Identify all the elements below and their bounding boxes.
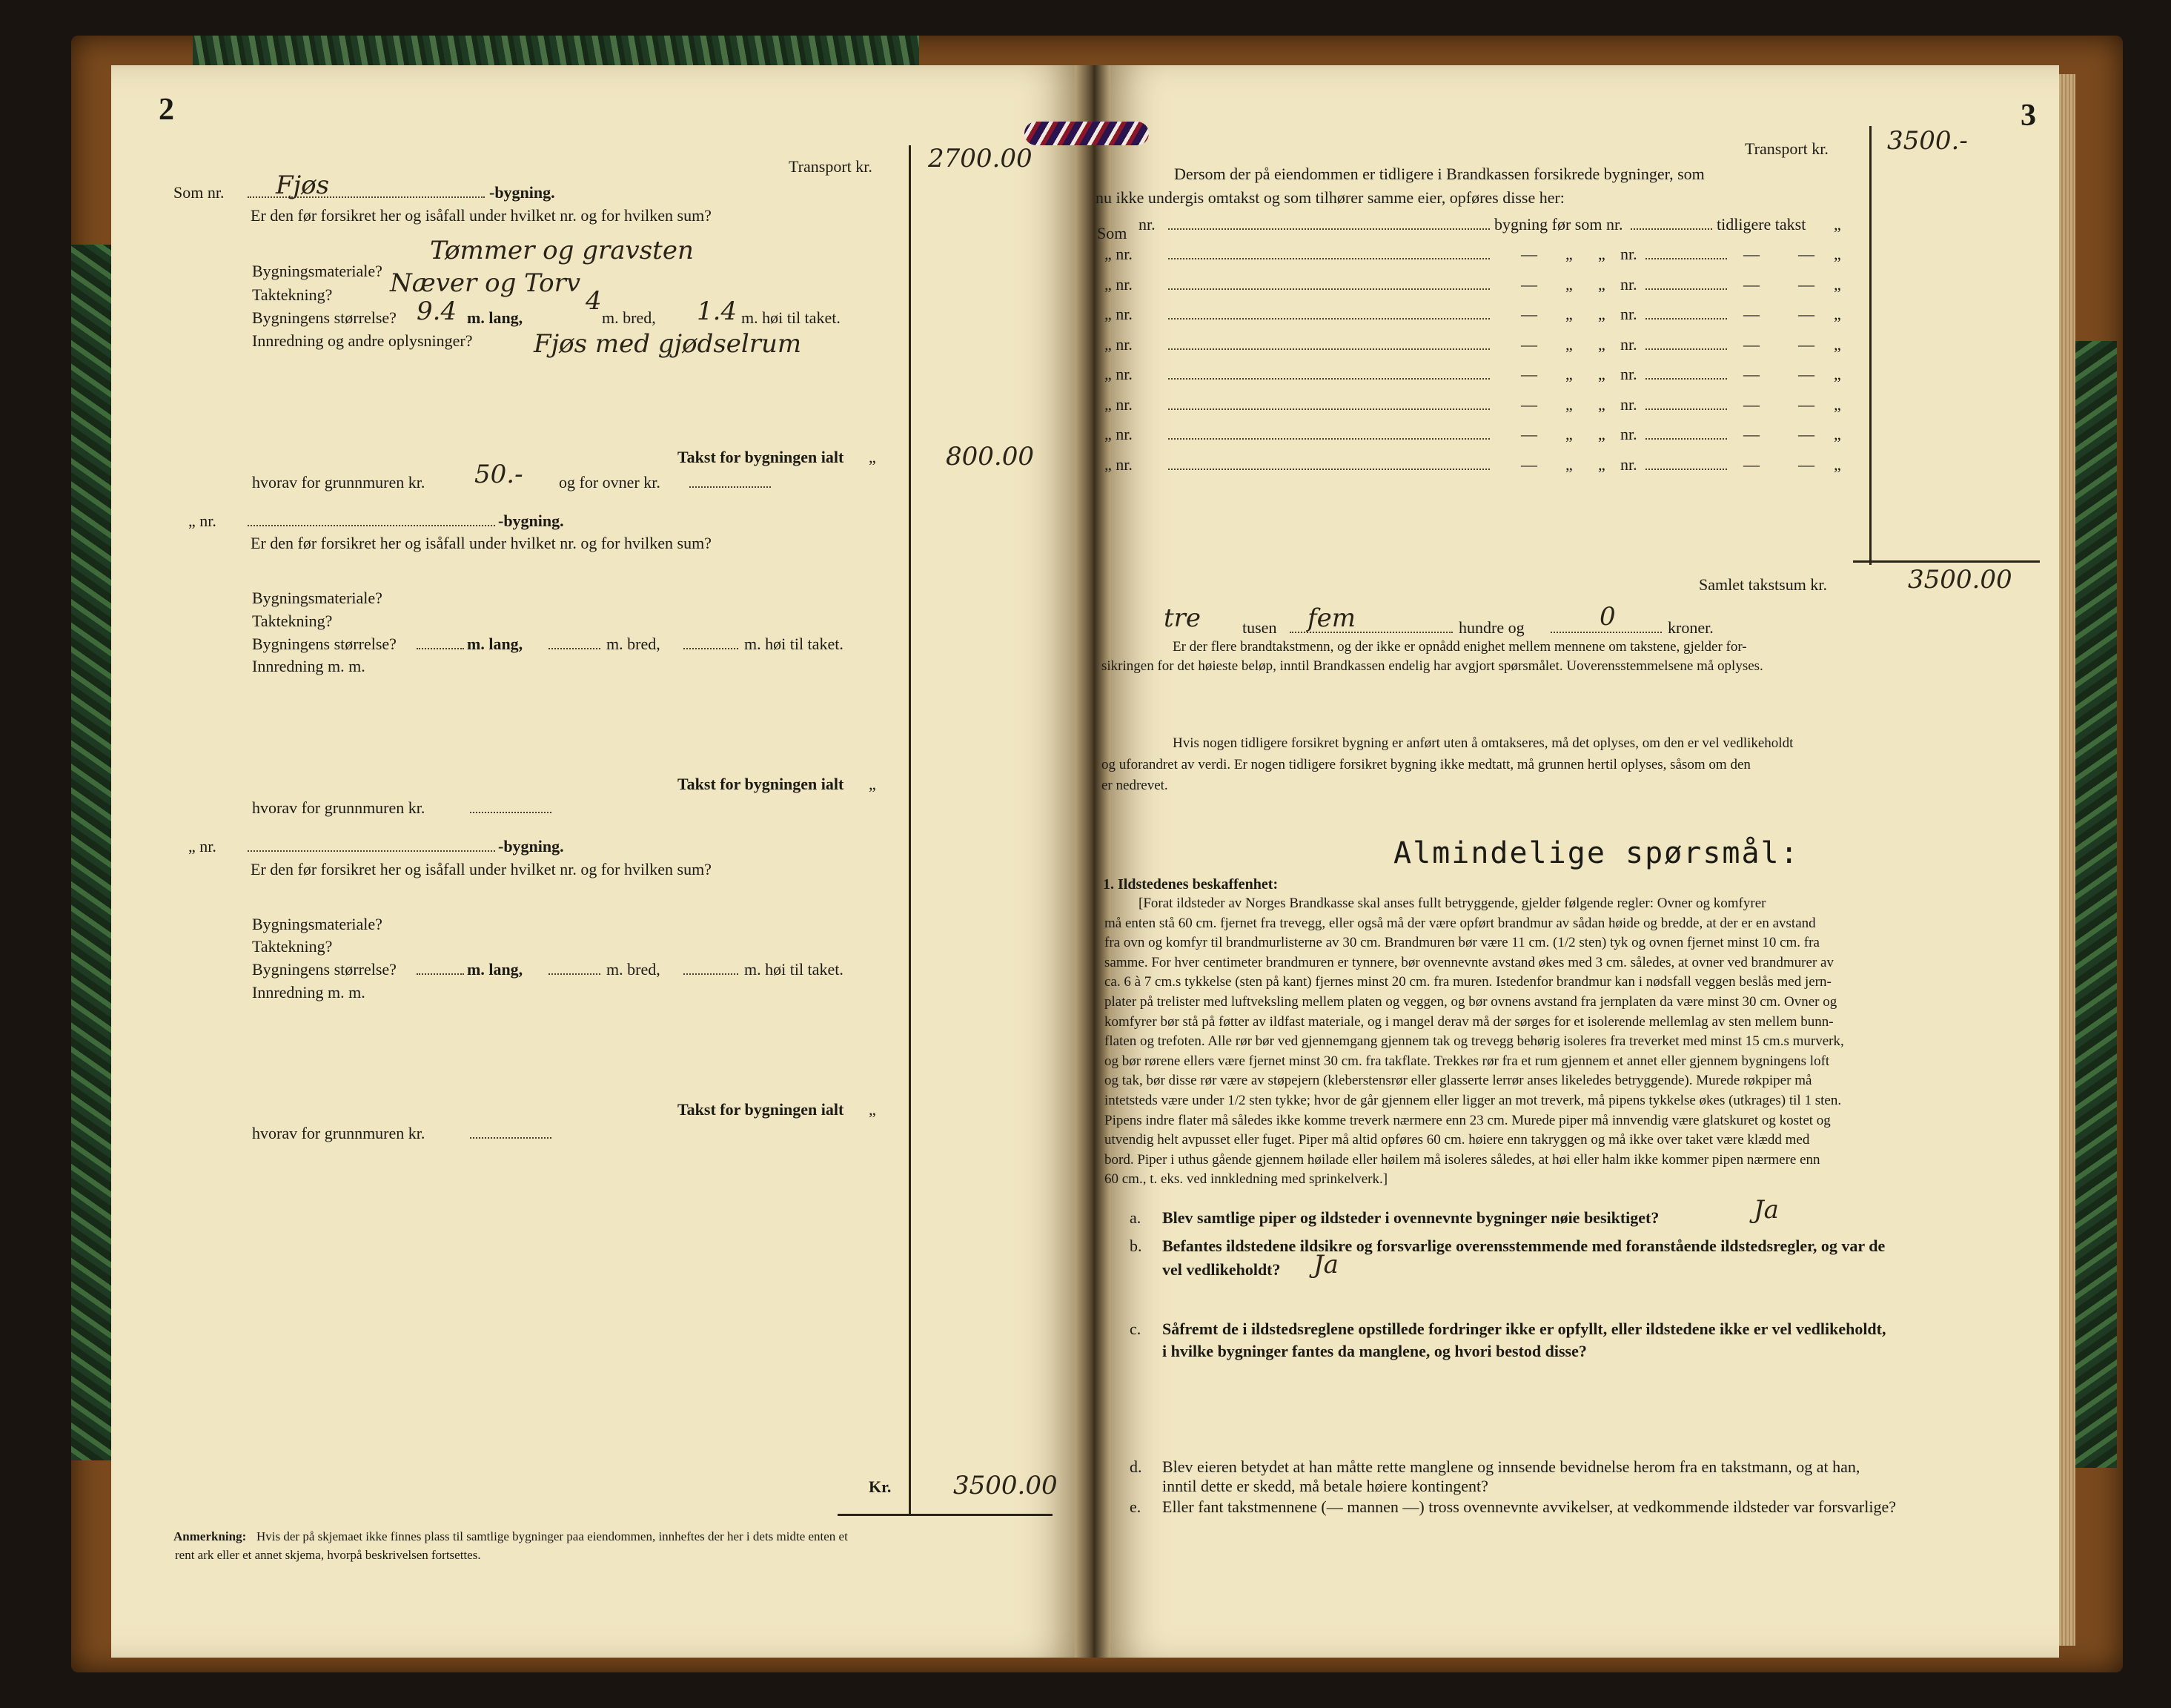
- listing-row-field: [1168, 335, 1490, 354]
- listing-quote: „: [1598, 365, 1605, 383]
- hvorav-label-3: hvorav for grunnmuren kr.: [252, 1124, 425, 1142]
- listing-quote: „: [1598, 305, 1605, 323]
- listing-nr: nr.: [1620, 245, 1637, 263]
- listing-dash: —: [1798, 455, 1814, 474]
- roof-label-2: Taktekning?: [252, 612, 333, 630]
- listing-dash: —: [1798, 365, 1814, 383]
- listing-row-label: „ nr.: [1104, 455, 1133, 474]
- rules-line: ca. 6 à 7 cm.s tykkelse (sten på kant) fjernes minst 20 cm. fra muren. Istedenfor brandmur kan i nødsfall veggen beslås med jern-: [1104, 974, 1832, 990]
- takst-value-1: 800.00: [946, 442, 1034, 471]
- listing-quote: „: [1565, 245, 1573, 263]
- qd-line-2: inntil dette er skedd, må betale høiere kontingent?: [1162, 1477, 1488, 1495]
- rules-line: Pipens indre flater må således ikke komme treverk nærmere enn 23 cm. Murede piper må innvendig være glatskuret og kostet og: [1104, 1113, 1831, 1128]
- listing-row-label: „ nr.: [1104, 245, 1133, 263]
- qd-line-1: Blev eieren betydet at han måtte rette manglene og innsende bevidnelse herom fra en takstmann, og at han,: [1162, 1457, 1860, 1476]
- listing-quote: „: [1565, 335, 1573, 354]
- listing-dash: —: [1743, 395, 1760, 414]
- listing-row-field: [1168, 425, 1490, 444]
- listing-dash: —: [1798, 305, 1814, 323]
- qc-line-1: Såfremt de i ildstedsreglene opstillede fordringer ikke er opfyllt, eller ildstedene ikke er vel vedlikeholdt,: [1162, 1320, 1886, 1338]
- words-rest: 0: [1600, 602, 1616, 632]
- transport-label-left: Transport kr.: [789, 157, 872, 176]
- size-label-1: Bygningens størrelse?: [252, 308, 397, 327]
- listing-dash: —: [1743, 455, 1760, 474]
- bygning-suffix-3: -bygning.: [498, 837, 564, 855]
- hvorav-label-2: hvorav for grunnmuren kr.: [252, 798, 425, 817]
- listing-dash: —: [1798, 245, 1814, 263]
- listing-quote: „: [1834, 245, 1841, 263]
- listing-row-field: [1168, 245, 1490, 264]
- words-kroner: kroner.: [1668, 618, 1714, 637]
- listing-quote: „: [1598, 335, 1605, 354]
- qe-letter: e.: [1130, 1497, 1141, 1516]
- listing-dash: —: [1521, 455, 1537, 474]
- hvorav-label-1: hvorav for grunnmuren kr.: [252, 473, 425, 491]
- size-label-3: Bygningens størrelse?: [252, 960, 397, 979]
- height-unit-3: m. høi til taket.: [744, 960, 843, 979]
- ovner-field-1: [689, 473, 771, 492]
- listing-row-field: [1168, 365, 1490, 384]
- transport-value-right: 3500.-: [1887, 126, 1968, 156]
- listing-quote: „: [1834, 305, 1841, 323]
- samlet-rule: [1853, 560, 2040, 563]
- listing-quote: „: [1598, 395, 1605, 414]
- bygning-field-3: [248, 837, 495, 856]
- listing-row-field: [1168, 395, 1490, 414]
- listing-row-field: [1168, 275, 1490, 294]
- bygning-suffix-2: -bygning.: [498, 512, 564, 530]
- qa-text: Blev samtlige piper og ildsteder i ovennevnte bygninger nøie besiktiget?: [1162, 1208, 1660, 1227]
- interior-label-3: Innredning m. m.: [252, 983, 365, 1002]
- listing-dash: —: [1521, 335, 1537, 354]
- ovner-label-1: og for ovner kr.: [559, 473, 660, 491]
- listing-dash: —: [1798, 335, 1814, 354]
- interior-label-1: Innredning og andre oplysninger?: [252, 331, 473, 350]
- width-field-3: [548, 960, 600, 979]
- rules-line: og bør rørene ellers være fjernet minst 30 cm. fra takflate. Trekkes rør fra et rum gjennem et annet eller gjennem bygningens loft: [1104, 1053, 1830, 1069]
- listing-nr-field: [1645, 395, 1727, 414]
- para2-line-3: er nedrevet.: [1101, 778, 1168, 793]
- first-row-quote: „: [1834, 215, 1841, 234]
- qb-line-2: vel vedlikeholdt?: [1162, 1260, 1281, 1279]
- length-unit-3: m. lang,: [467, 960, 523, 979]
- listing-dash: —: [1743, 335, 1760, 354]
- listing-nr: nr.: [1620, 455, 1637, 474]
- listing-dash: —: [1521, 425, 1537, 443]
- width-unit-3: m. bred,: [606, 960, 660, 979]
- bygning-name-1: Fjøs: [276, 171, 330, 200]
- listing-quote: „: [1834, 365, 1841, 383]
- words-hundreds: fem: [1307, 603, 1356, 633]
- listing-nr-field: [1645, 275, 1727, 294]
- listing-nr-field: [1645, 245, 1727, 264]
- material-label-1: Bygningsmateriale?: [252, 262, 382, 280]
- length-field-3: [417, 960, 464, 979]
- takst-label-1: Takst for bygningen ialt: [677, 448, 844, 466]
- listing-nr: nr.: [1620, 335, 1637, 354]
- listing-nr-field: [1645, 455, 1727, 474]
- for-nr-field: [1631, 215, 1712, 234]
- listing-quote: „: [1598, 245, 1605, 263]
- samlet-label: Samlet takstsum kr.: [1699, 575, 1827, 594]
- words-tusen: tusen: [1242, 618, 1277, 637]
- listing-row-label: „ nr.: [1104, 365, 1133, 383]
- listing-dash: —: [1743, 275, 1760, 294]
- section-heading: Almindelige spørsmål:: [1393, 836, 1800, 870]
- listing-row-field: [1168, 455, 1490, 474]
- listing-quote: „: [1598, 455, 1605, 474]
- rules-line: 60 cm., t. eks. ved innkledning med sprinkelverk.]: [1104, 1171, 1388, 1187]
- listing-nr: nr.: [1620, 425, 1637, 443]
- takst-quote-3: „: [869, 1100, 876, 1119]
- width-unit-1: m. bred,: [602, 308, 656, 327]
- para1-line-1: Er der flere brandtakstmenn, og der ikke er opnådd enighet mellem mennene om takstene, gjelder for-: [1173, 639, 1747, 655]
- rules-line: utvendig helt avpusset eller fuget. Piper må altid opføres 60 cm. høiere enn takryggen og må ikke over taket være klædd med: [1104, 1132, 1810, 1148]
- rules-line: komfyrer bør stå på føtter av ildfast materiale, og i mangel derav må der sørges for et isolerende mellemlag av sten mellem bunn-: [1104, 1014, 1834, 1030]
- grunnmur-field-2: [470, 798, 551, 818]
- listing-quote: „: [1834, 275, 1841, 294]
- listing-dash: —: [1798, 395, 1814, 414]
- right-page-number: 3: [2021, 99, 2036, 133]
- listing-nr: nr.: [1620, 395, 1637, 414]
- rules-line: bord. Piper i uthus gående gjennem høilade eller høilem må isoleres således, at høi eller halm ikke kommer pipen nærmere enn: [1104, 1152, 1820, 1168]
- rules-line: fra ovn og komfyr til brandmurlisterne av 30 cm. Brandmuren bør være 11 cm. (1/2 sten) tyk og ovnen fjernet minst 10 cm. fra: [1104, 935, 1820, 950]
- total-label: Kr.: [869, 1477, 892, 1496]
- som-nr-label: Som nr.: [173, 183, 225, 202]
- qa-letter: a.: [1130, 1208, 1141, 1227]
- listing-nr-field: [1645, 365, 1727, 384]
- listing-dash: —: [1798, 275, 1814, 294]
- roof-value-1: Næver og Torv: [390, 268, 581, 298]
- takst-quote-1: „: [869, 448, 876, 466]
- words-thousands: tre: [1164, 603, 1201, 633]
- som-nr: nr.: [1138, 215, 1156, 234]
- listing-dash: —: [1743, 245, 1760, 263]
- rules-line: samme. For hver centimeter brandmuren er tynnere, bør ovennevnte avstand økes med 3 cm. således, at ovner ved brandmurer av: [1104, 955, 1834, 970]
- listing-row-label: „ nr.: [1104, 305, 1133, 323]
- som-field: [1168, 215, 1490, 234]
- height-value-1: 1.4: [697, 297, 738, 326]
- height-unit-1: m. høi til taket.: [741, 308, 841, 327]
- listing-dash: —: [1521, 395, 1537, 414]
- transport-label-right: Transport kr.: [1745, 139, 1829, 158]
- listing-quote: „: [1565, 275, 1573, 294]
- question-1: Er den før forsikret her og isåfall under hvilket nr. og for hvilken sum?: [251, 206, 712, 225]
- rules-line: plater på trelister med luftveksling mellem platen og veggen, og bør ovnens avstand fra jernplaten da være minst 30 cm. Ovner og: [1104, 994, 1837, 1010]
- takst-quote-2: „: [869, 775, 876, 793]
- height-unit-2: m. høi til taket.: [744, 635, 843, 653]
- total-rule: [838, 1514, 1053, 1516]
- listing-nr-field: [1645, 335, 1727, 354]
- listing-quote: „: [1834, 425, 1841, 443]
- interior-label-2: Innredning m. m.: [252, 657, 365, 675]
- samlet-value: 3500.00: [1908, 565, 2012, 595]
- som-nr-label-2: „ nr.: [188, 512, 216, 530]
- rules-line: og tak, bør disse rør være av støpejern (kleberstensrør eller glasserte lerrør anses likeledes betryggende). Murede røkpiper må: [1104, 1073, 1812, 1088]
- listing-row-label: „ nr.: [1104, 395, 1133, 414]
- rules-line: [Forat ildsteder av Norges Brandkasse skal anses fullt betryggende, gjelder følgende regler: Ovner og komfyrer: [1138, 896, 1766, 911]
- material-label-3: Bygningsmateriale?: [252, 915, 382, 933]
- right-amount-column-rule: [1869, 126, 1872, 565]
- grunnmur-value-1: 50.-: [474, 460, 523, 489]
- listing-dash: —: [1521, 305, 1537, 323]
- question-3: Er den før forsikret her og isåfall under hvilket nr. og for hvilken sum?: [251, 860, 712, 878]
- qb-line-1: Befantes ildstedene ildsikre og forsvarlige overensstemmende med foranstående ildstedsregler, og var de: [1162, 1237, 1886, 1255]
- tidligere-label: tidligere takst: [1717, 215, 1806, 234]
- listing-row-label: „ nr.: [1104, 335, 1133, 354]
- marbled-cover-left: [71, 245, 116, 1460]
- qb-answer: Ja: [1313, 1250, 1339, 1280]
- listing-quote: „: [1834, 335, 1841, 354]
- length-field-2: [417, 635, 464, 654]
- note-line-1: Hvis der på skjemaet ikke finnes plass til samtlige bygninger paa eiendommen, innheftes der her i dets midte enten et: [256, 1529, 848, 1543]
- qd-letter: d.: [1130, 1457, 1142, 1476]
- height-field-2: [683, 635, 738, 654]
- intro-line-1: Dersom der på eiendommen er tidligere i Brandkassen forsikrede bygninger, som: [1174, 165, 1705, 183]
- qb-letter: b.: [1130, 1237, 1142, 1255]
- qa-answer: Ja: [1754, 1195, 1779, 1225]
- section1-title: 1. Ildstedenes beskaffenhet:: [1103, 876, 1279, 893]
- listing-dash: —: [1743, 425, 1760, 443]
- listing-nr: nr.: [1620, 275, 1637, 294]
- para1-line-2: sikringen for det høieste beløp, inntil Brandkassen endelig har avgjort spørsmålet. Uoverensstemmelsene må oplyses.: [1101, 658, 1763, 674]
- listing-dash: —: [1521, 365, 1537, 383]
- listing-quote: „: [1598, 425, 1605, 443]
- total-value-left: 3500.00: [953, 1471, 1058, 1500]
- listing-nr: nr.: [1620, 365, 1637, 383]
- grunnmur-field-3: [470, 1124, 551, 1143]
- listing-dash: —: [1743, 365, 1760, 383]
- rules-line: må enten stå 60 cm. fjernet fra trevegg, eller også må der være opført brandmur av sådan høide og bredde, at der er en avstand: [1104, 916, 1816, 931]
- qc-letter: c.: [1130, 1320, 1141, 1338]
- listing-quote: „: [1598, 275, 1605, 294]
- width-unit-2: m. bred,: [606, 635, 660, 653]
- size-label-2: Bygningens størrelse?: [252, 635, 397, 653]
- listing-quote: „: [1565, 305, 1573, 323]
- qc-line-2: i hvilke bygninger fantes da manglene, og hvori bestod disse?: [1162, 1342, 1587, 1360]
- binding-string: [1024, 122, 1149, 145]
- para2-line-2: og uforandret av verdi. Er nogen tidligere forsikret bygning ikke medtatt, må grunnen hertil oplyses, såsom om den: [1101, 757, 1751, 772]
- amount-column-rule: [909, 145, 911, 1515]
- width-field-2: [548, 635, 600, 654]
- page-edges: [2059, 74, 2075, 1646]
- listing-nr-field: [1645, 425, 1727, 444]
- width-value-1: 4: [586, 286, 602, 316]
- intro-line-2: nu ikke undergis omtakst og som tilhører samme eier, opføres disse her:: [1096, 188, 1565, 207]
- listing-quote: „: [1565, 395, 1573, 414]
- qe-text: Eller fant takstmennene (— mannen —) tross ovennevnte avvikelser, at vedkommende ildsteder var forsvarlige?: [1162, 1497, 1896, 1516]
- roof-label-3: Taktekning?: [252, 937, 333, 956]
- roof-label-1: Taktekning?: [252, 285, 333, 304]
- interior-value-1: Fjøs med gjødselrum: [534, 329, 802, 359]
- length-unit-2: m. lang,: [467, 635, 523, 653]
- note-line-2: rent ark eller et annet skjema, hvorpå beskrivelsen fortsettes.: [175, 1548, 481, 1562]
- rules-line: flaten og trefoten. Alle rør bør ved gjennemgang gjennem tak og trevegg behørig isoleres fra treverket med minst 15 cm.s murverk,: [1104, 1033, 1844, 1049]
- note-label: Anmerkning:: [173, 1529, 247, 1543]
- height-field-3: [683, 960, 738, 979]
- som-nr-label-3: „ nr.: [188, 837, 216, 855]
- listing-quote: „: [1565, 425, 1573, 443]
- som-label: Som: [1097, 224, 1127, 242]
- listing-nr: nr.: [1620, 305, 1637, 323]
- marbled-cover-top: [193, 36, 919, 65]
- listing-quote: „: [1565, 365, 1573, 383]
- material-label-2: Bygningsmateriale?: [252, 589, 382, 607]
- bygning-for-label: bygning før som nr.: [1494, 215, 1623, 234]
- listing-dash: —: [1743, 305, 1760, 323]
- listing-quote: „: [1834, 395, 1841, 414]
- length-value-1: 9.4: [417, 297, 457, 326]
- listing-row-label: „ nr.: [1104, 275, 1133, 294]
- listing-nr-field: [1645, 305, 1727, 324]
- transport-value-left: 2700.00: [928, 144, 1033, 173]
- listing-quote: „: [1834, 455, 1841, 474]
- takst-label-2: Takst for bygningen ialt: [677, 775, 844, 793]
- bygning-field-2: [248, 512, 495, 531]
- para2-line-1: Hvis nogen tidligere forsikret bygning er anført uten å omtakseres, må det oplyses, om den er vel vedlikeholdt: [1173, 735, 1794, 751]
- material-value-1: Tømmer og gravsten: [430, 236, 694, 265]
- takst-label-3: Takst for bygningen ialt: [677, 1100, 844, 1119]
- listing-quote: „: [1565, 455, 1573, 474]
- question-2: Er den før forsikret her og isåfall under hvilket nr. og for hvilken sum?: [251, 534, 712, 552]
- listing-dash: —: [1798, 425, 1814, 443]
- listing-row-field: [1168, 305, 1490, 324]
- listing-dash: —: [1521, 245, 1537, 263]
- listing-row-label: „ nr.: [1104, 425, 1133, 443]
- left-page-number: 2: [159, 93, 174, 127]
- words-hundre: hundre og: [1459, 618, 1525, 637]
- listing-dash: —: [1521, 275, 1537, 294]
- bygning-suffix-1: -bygning.: [489, 183, 555, 202]
- rules-line: intetsteds være under 1/2 sten tykke; hvor de går gjennem eller ligger an mot treverk, må pipens tykkelse økes (utkrages) til 1 sten.: [1104, 1093, 1842, 1108]
- length-unit-1: m. lang,: [467, 308, 523, 327]
